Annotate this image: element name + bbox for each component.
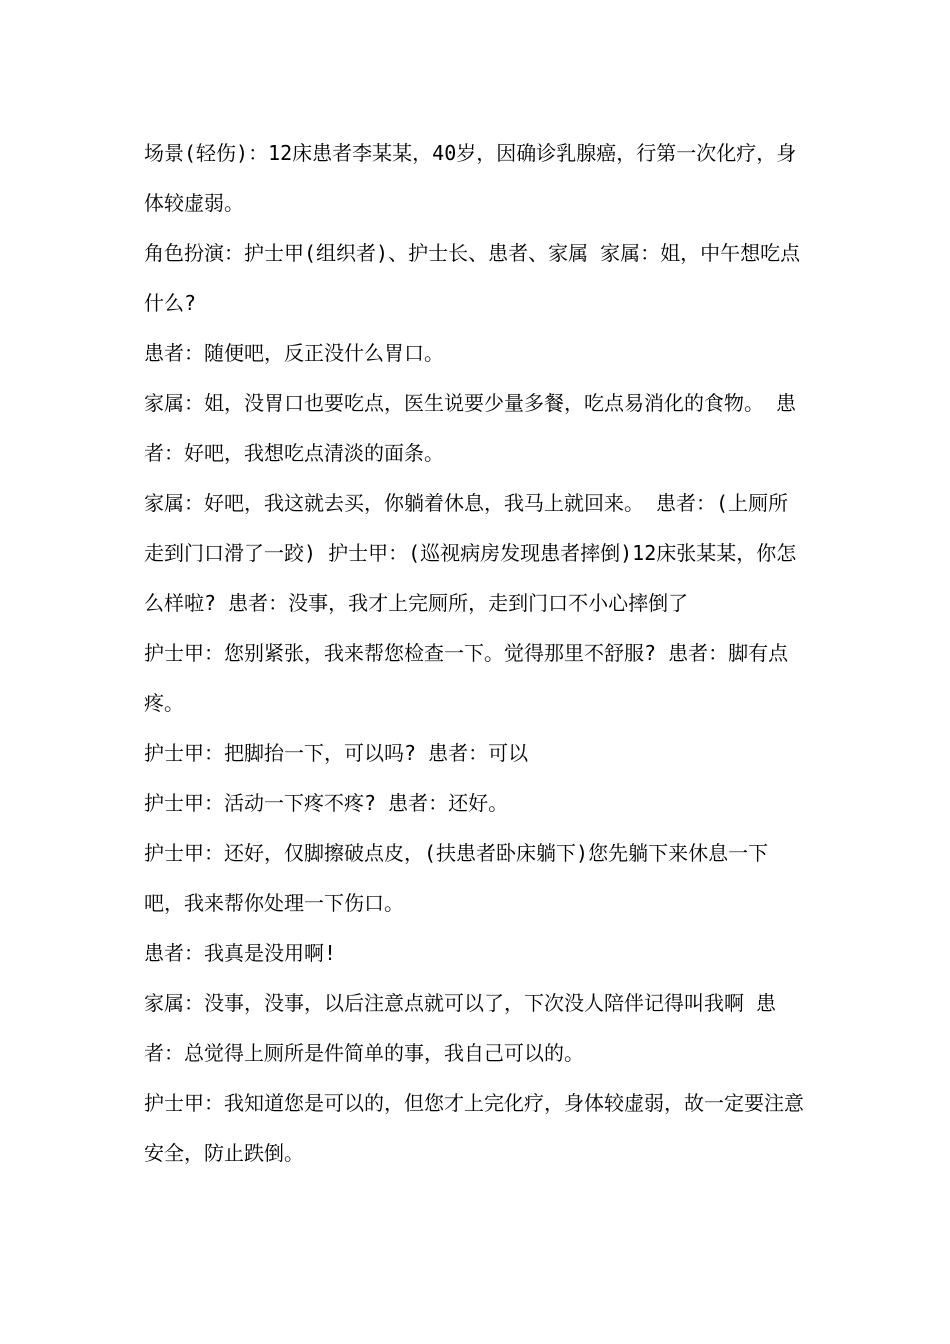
document-body bbox=[144, 128, 808, 1178]
paragraph-dialogue: 家属：好吧，我这就去买，你躺着休息，我马上就回来。 患者：(上厕所走到门口滑了一跤) 护士甲：(巡视病房发现患者摔倒)12床张某某，你怎么样啦? 患者：没事，我才上完厕所，走到门口不小心摔倒了 bbox=[144, 491, 797, 615]
paragraph-dialogue: 家属：没事，没事，以后注意点就可以了，下次没人陪伴记得叫我啊 患者：总觉得上厕所是件简单的事，我自己可以的。 bbox=[144, 991, 777, 1065]
paragraph-scene: 场景(轻伤)：12床患者李某某，40岁，因确诊乳腺癌，行第一次化疗，身体较虚弱。 bbox=[144, 141, 797, 215]
paragraph-dialogue: 患者：我真是没用啊! bbox=[144, 941, 337, 965]
paragraph-dialogue: 护士甲：活动一下疼不疼? 患者：还好。 bbox=[144, 791, 509, 815]
paragraph-dialogue: 患者：随便吧，反正没什么胃口。 bbox=[144, 341, 444, 365]
paragraph-dialogue: 护士甲：还好，仅脚擦破点皮，(扶患者卧床躺下)您先躺下来休息一下吧，我来帮你处理一下伤口。 bbox=[144, 841, 769, 915]
paragraph-dialogue: 护士甲：我知道您是可以的，但您才上完化疗，身体较虚弱，故一定要注意安全，防止跌倒。 bbox=[144, 1091, 804, 1165]
paragraph-dialogue: 护士甲：您别紧张，我来帮您检查一下。觉得那里不舒服? 患者：脚有点疼。 bbox=[144, 641, 789, 715]
paragraph-roles: 角色扮演：护士甲(组织者)、护士长、患者、家属 家属：姐，中午想吃点什么? bbox=[144, 241, 801, 315]
paragraph-dialogue: 家属：姐，没胃口也要吃点，医生说要少量多餐，吃点易消化的食物。 患者：好吧，我想吃点清淡的面条。 bbox=[144, 391, 797, 465]
paragraph-dialogue: 护士甲：把脚抬一下，可以吗? 患者：可以 bbox=[144, 741, 529, 765]
